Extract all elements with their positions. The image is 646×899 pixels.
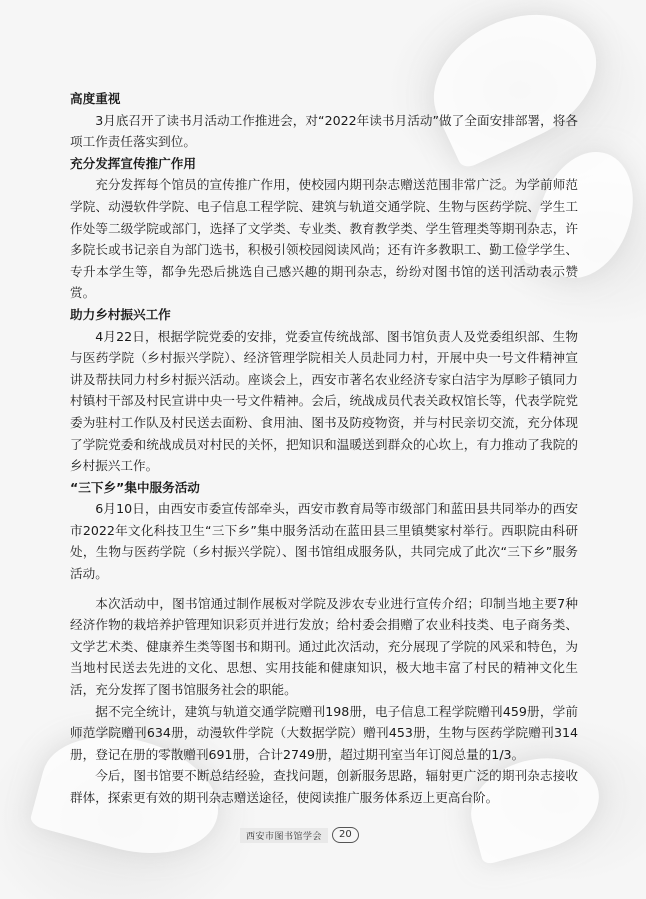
paragraph: 今后，图书馆要不断总结经验，查找问题，创新服务思路，辐射更广泛的期刊杂志接收群体，探索更有效的期刊杂志赠送途径，使阅读推广服务体系迈上更高台阶。 <box>70 768 578 805</box>
paragraph: 本次活动中，图书馆通过制作展板对学院及涉农专业进行宣传介绍；印制当地主要7种经济作物的栽培养护管理知识彩页并进行发放；给村委会捐赠了农业科技类、电子商务类、文学艺术类、健康养生类等图书和期刊。通过此次活动，充分展现了学院的风采和特色，为当地村民送去先进的文化、思想、实用技能和健康知识，极大地丰富了村民的精神文化生活，充分发挥了图书馆服务社会的职能。 <box>70 595 578 698</box>
paragraph: 据不完全统计，建筑与轨道交通学院赠刊198册，电子信息工程学院赠刊459册，学前师范学院赠刊634册，动漫软件学院（大数据学院）赠刊453册，生物与医药学院赠刊314册，登记在册的零散赠刊691册，合计2749册，超过期刊室当年订阅总量的1/3。 <box>70 703 578 762</box>
section <box>70 477 578 809</box>
paragraph: 4月22日，根据学院党委的安排，党委宣传统战部、图书馆负责人及党委组织部、生物与医药学院（乡村振兴学院）、经济管理学院相关人员赴同力村，开展中央一号文件精神宣讲及帮扶同力村乡村振兴活动。座谈会上，西安市著名农业经济专家白洁宇为厚畛子镇同力村镇村干部及村民宣讲中央一号文件精神。会后，统战成员代表关政权馆长等，代表学院党委为驻村工作队及村民送去面粉、食用油、图书及防疫物资，并与村民亲切交流，充分体现了学院党委和统战成员对村民的关怀，把知识和温暖送到群众的心坎上，有力推动了我院的乡村振兴工作。 <box>70 328 578 474</box>
section-heading: 充分发挥宣传推广作用 <box>70 155 196 171</box>
section-heading: “三下乡”集中服务活动 <box>70 479 200 495</box>
page-number: 20 <box>332 827 359 843</box>
paragraph: 3月底召开了读书月活动工作推进会，对“2022年读书月活动”做了全面安排部署，将各项工作责任落实到位。 <box>70 112 578 150</box>
article-body <box>70 88 578 809</box>
section <box>70 304 578 477</box>
section <box>70 153 578 304</box>
paragraph: 6月10日，由西安市委宣传部牵头，西安市教育局等市级部门和蓝田县共同举办的西安市2022年文化科技卫生“三下乡”集中服务活动在蓝田县三里镇樊家村举行。西职院由科研处，生物与医药学院（乡村振兴学院）、图书馆组成服务队，共同完成了此次“三下乡”服务活动。 <box>70 501 578 582</box>
section <box>70 88 578 153</box>
paragraph: 充分发挥每个馆员的宣传推广作用，使校园内期刊杂志赠送范围非常广泛。为学前师范学院、动漫软件学院、电子信息工程学院、建筑与轨道交通学院、生物与医药学院、学生工作处等二级学院或部门，选择了文学类、专业类、教育教学类、学生管理类等期刊杂志，许多院长或书记亲自为部门选书，积极引领校园阅读风尚；还有许多教职工、勤工俭学学生、专升本学生等，都争先恐后挑选自己感兴趣的期刊杂志，纷纷对图书馆的送刊活动表示赞赏。 <box>70 177 578 301</box>
section-heading: 高度重视 <box>70 91 121 106</box>
section-heading: 助力乡村振兴工作 <box>70 306 171 322</box>
publisher-label: 西安市图书馆学会 <box>240 828 328 843</box>
page-footer <box>240 826 359 844</box>
